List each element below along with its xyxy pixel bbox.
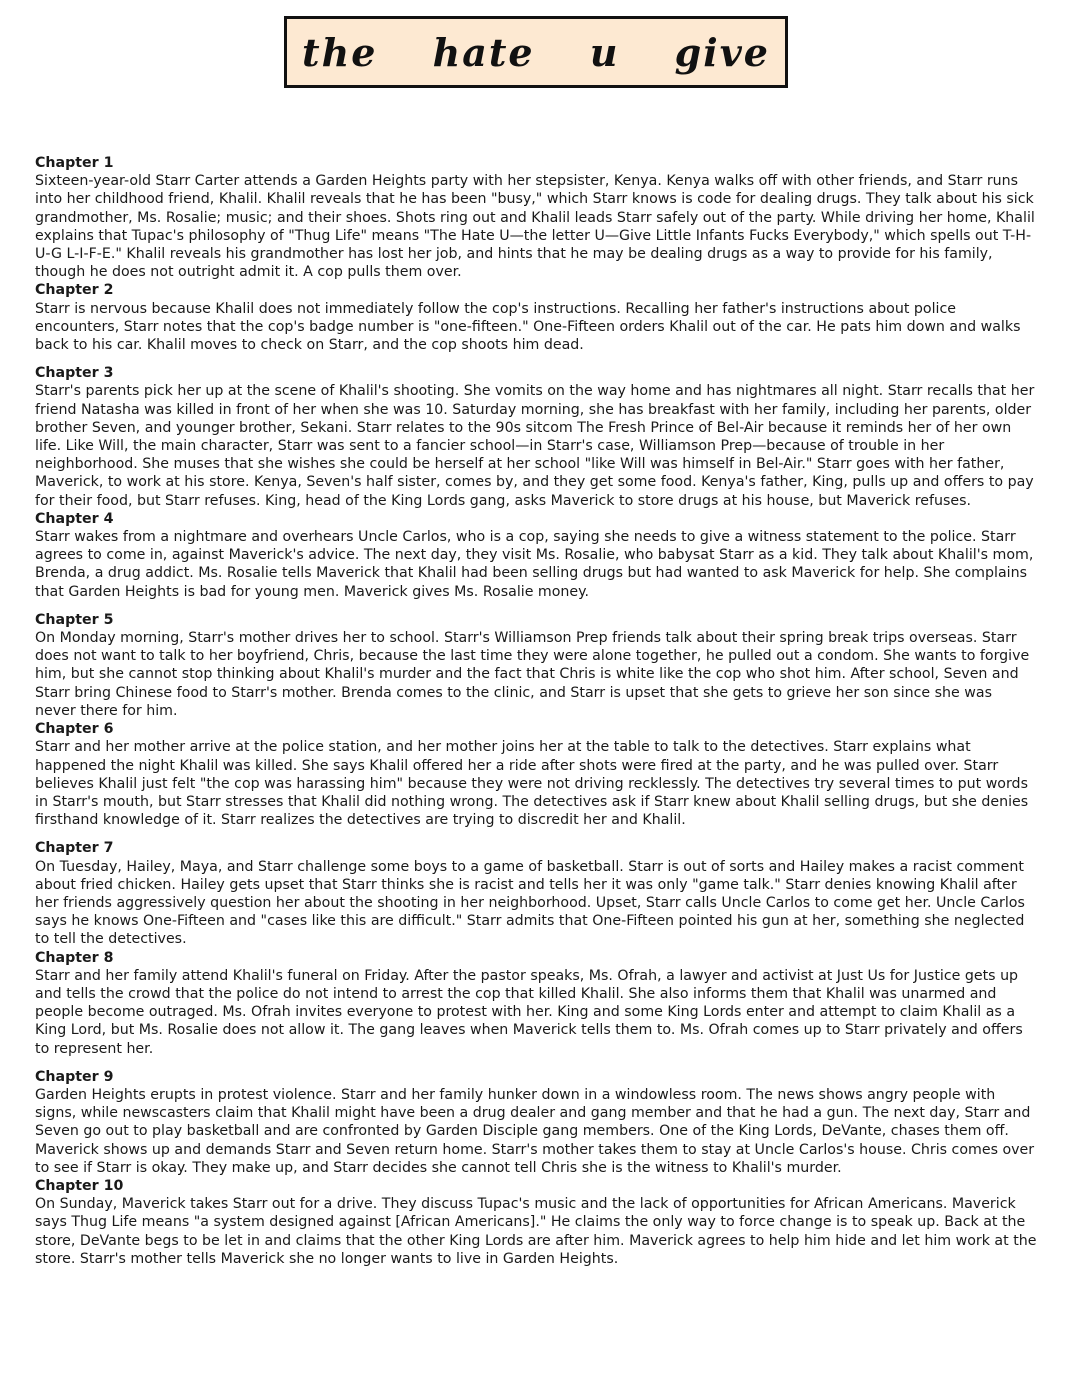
- chapter-summary: On Tuesday, Hailey, Maya, and Starr challenge some boys to a game of basketball. Starr is out of sorts and Hailey makes a racist comment about fried chicken. Hailey gets upset that Starr thinks she is racist and tells her it was only "game talk." Starr denies knowing Khalil after her friends aggressively question her about the shooting in her neighborhood. Upset, Starr calls Uncle Carlos to come get her. Uncle Carlos says he knows One-Fifteen and "cases like this are difficult." Starr admits that One-Fifteen pointed his gun at her, something she neglected to tell the detectives.: [35, 858, 1025, 948]
- chapter-heading: Chapter 5: [35, 611, 114, 628]
- chapter-summary: Starr and her mother arrive at the police station, and her mother joins her at the table to talk to the detectives. Starr explains what happened the night Khalil was killed. She says Khalil offered her a ride after shots were fired at the party, and he was pulled over. Starr believes Khalil just felt "the cop was harassing him" because they were not driving recklessly. The detectives try several times to put words in Starr's mouth, but Starr stresses that Khalil did nothing wrong. The detectives ask if Starr knew about Khalil selling drugs, but she denies firsthand knowledge of it. Starr realizes the detectives are trying to discredit her and Khalil.: [35, 739, 1029, 829]
- chapter-summary: Sixteen-year-old Starr Carter attends a Garden Heights party with her stepsister, Kenya. Kenya walks off with other friends, and Starr runs into her childhood friend, Khalil. Khalil reveals that he has been "busy," which Starr knows is code for dealing drugs. They talk about his sick grandmother, Ms. Rosalie; music; and their shoes. Shots ring out and Khalil leads Starr safely out of the party. While driving her home, Khalil explains that Tupac's philosophy of "Thug Life" means "The Hate U—the letter U—Give Little Infants Fucks Everybody," which spells out T-H-U-G L-I-F-E." Khalil reveals his grandmother has lost her job, and hints that he may be dealing drugs as a way to provide for his family, though he does not outright admit it. A cop pulls them over.: [35, 173, 1035, 281]
- chapter-4: [35, 510, 1037, 601]
- chapter-10: [35, 1177, 1037, 1268]
- chapter-summary: Starr is nervous because Khalil does not immediately follow the cop's instructions. Recalling her father's instructions about police encounters, Starr notes that the cop's badge number is "one-fifteen." One-Fifteen orders Khalil out of the car. He pats him down and walks back to his car. Khalil moves to check on Starr, and the cop shoots him dead.: [35, 300, 1021, 354]
- chapter-summary: On Monday morning, Starr's mother drives her to school. Starr's Williamson Prep friends talk about their spring break trips overseas. Starr does not want to talk to her boyfriend, Chris, because the last time they were alone together, he pulled out a condom. She wants to forgive him, but she cannot stop thinking about Khalil's murder and the fact that Chris is white like the cop who shot him. After school, Seven and Starr bring Chinese food to Starr's mother. Brenda comes to the clinic, and Starr is upset that she gets to grieve her son since she was never there for him.: [35, 630, 1030, 719]
- chapter-heading: Chapter 10: [35, 1177, 124, 1194]
- chapter-heading: Chapter 9: [35, 1068, 114, 1085]
- chapter-5: [35, 611, 1037, 720]
- chapter-6: [35, 720, 1037, 829]
- title-box: [284, 16, 788, 88]
- chapter-7: [35, 839, 1037, 948]
- chapter-heading: Chapter 2: [35, 282, 114, 299]
- chapter-summary: Garden Heights erupts in protest violence. Starr and her family hunker down in a windowless room. The news shows angry people with signs, while newscasters claim that Khalil might have been a drug dealer and gang member and that he had a gun. The next day, Starr and Seven go out to play basketball and are confronted by Garden Disciple gang members. One of the King Lords, DeVante, chases them off. Maverick shows up and demands Starr and Seven return home. Starr's mother takes them to stay at Uncle Carlos's house. Chris comes over to see if Starr is okay. They make up, and Starr decides she cannot tell Chris she is the witness to Khalil's murder.: [35, 1086, 1035, 1176]
- chapter-summaries: [35, 154, 1037, 1268]
- chapter-heading: Chapter 1: [35, 155, 114, 171]
- chapter-2: [35, 281, 1037, 354]
- chapter-3: [35, 364, 1037, 510]
- page-title: the hate u give: [302, 29, 770, 75]
- chapter-summary: Starr wakes from a nightmare and overhears Uncle Carlos, who is a cop, saying she needs to give a witness statement to the police. Starr agrees to come in, against Maverick's advice. The next day, they visit Ms. Rosalie, who babysat Starr as a kid. They talk about Khalil's mom, Brenda, a drug addict. Ms. Rosalie tells Maverick that Khalil had been selling drugs but had wanted to ask Maverick for help. She complains that Garden Heights is bad for young men. Maverick gives Ms. Rosalie money.: [35, 529, 1034, 600]
- chapter-summary: Starr and her family attend Khalil's funeral on Friday. After the pastor speaks, Ms. Ofrah, a lawyer and activist at Just Us for Justice gets up and tells the crowd that the police do not intend to arrest the cop that killed Khalil. She also informs them that Khalil was unarmed and people become outraged. Ms. Ofrah invites everyone to protest with her. King and some King Lords enter and attempt to claim Khalil as a King Lord, but Ms. Rosalie does not allow it. The gang leaves when Maverick tells them to. Ms. Ofrah comes up to Starr privately and offers to represent her.: [35, 967, 1023, 1057]
- chapter-summary: On Sunday, Maverick takes Starr out for a drive. They discuss Tupac's music and the lack of opportunities for African Americans. Maverick says Thug Life means "a system designed against [African Americans]." He claims the only way to force change is to speak up. Back at the store, DeVante begs to be let in and claims that the other King Lords are after him. Maverick agrees to help him hide and let him work at the store. Starr's mother tells Maverick she no longer wants to live in Garden Heights.: [35, 1196, 1037, 1267]
- chapter-heading: Chapter 6: [35, 721, 114, 738]
- chapter-1: [35, 154, 1037, 281]
- chapter-heading: Chapter 4: [35, 510, 114, 527]
- chapter-heading: Chapter 7: [35, 840, 114, 857]
- chapter-summary: Starr's parents pick her up at the scene of Khalil's shooting. She vomits on the way home and has nightmares all night. Starr recalls that her friend Natasha was killed in front of her when she was 10. Saturday morning, she has breakfast with her family, including her parents, older brother Seven, and younger brother, Sekani. Starr relates to the 90s sitcom The Fresh Prince of Bel-Air because it reminds her of her own life. Like Will, the main character, Starr was sent to a fancier school—in Starr's case, Williamson Prep—because of trouble in her neighborhood. She muses that she wishes she could be herself at her school "like Will was himself in Bel-Air." Starr goes with her father, Maverick, to work at his store. Kenya, Seven's half sister, comes by, and they get some food. Kenya's father, King, pulls up and offers to pay for their food, but Starr refuses. King, head of the King Lords gang, asks Maverick to store drugs at his house, but Maverick refuses.: [35, 383, 1035, 509]
- chapter-9: [35, 1068, 1037, 1177]
- chapter-heading: Chapter 8: [35, 949, 114, 966]
- chapter-8: [35, 949, 1037, 1058]
- chapter-heading: Chapter 3: [35, 365, 114, 382]
